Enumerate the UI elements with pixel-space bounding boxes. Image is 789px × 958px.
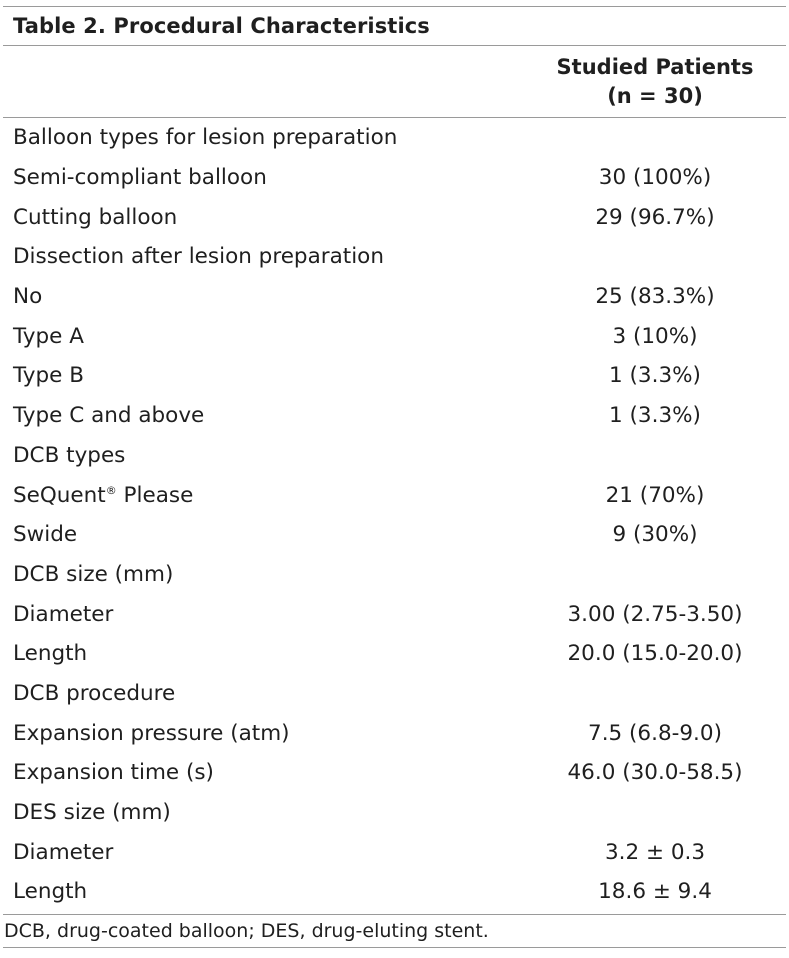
table-row xyxy=(3,316,786,356)
table-row xyxy=(3,832,786,872)
row-value: 3.00 (2.75-3.50) xyxy=(567,601,743,627)
row-label: Swide xyxy=(13,522,78,548)
column-header-line1: Studied Patients xyxy=(556,55,754,79)
row-value: 3 (10%) xyxy=(612,323,698,349)
row-value: 20.0 (15.0-20.0) xyxy=(567,641,743,667)
table-row xyxy=(3,356,786,396)
row-label: Expansion pressure (atm) xyxy=(13,720,290,746)
row-label: Semi-compliant balloon xyxy=(13,165,267,191)
row-value: 25 (83.3%) xyxy=(595,284,715,310)
row-label: No xyxy=(13,284,43,310)
header-label-cell xyxy=(3,46,524,117)
row-value: 46.0 (30.0-58.5) xyxy=(567,760,743,786)
table-row xyxy=(3,396,786,436)
row-value: 21 (70%) xyxy=(605,482,705,508)
table-row xyxy=(3,158,786,198)
table-row xyxy=(3,515,786,555)
table-row xyxy=(3,674,786,714)
table-row xyxy=(3,793,786,833)
row-value: 29 (96.7%) xyxy=(595,204,715,230)
table-header xyxy=(3,46,786,118)
table-row xyxy=(3,713,786,753)
row-label: Expansion time (s) xyxy=(13,760,214,786)
row-label: SeQuent® Please xyxy=(13,482,194,508)
row-label: Length xyxy=(13,879,88,905)
row-value: 7.5 (6.8-9.0) xyxy=(588,720,722,746)
table-row xyxy=(3,197,786,237)
table-row xyxy=(3,475,786,515)
row-label: Length xyxy=(13,641,88,667)
table-row xyxy=(3,872,786,912)
table-row xyxy=(3,277,786,317)
row-value: 1 (3.3%) xyxy=(609,403,701,429)
row-value: 3.2 ± 0.3 xyxy=(604,839,706,865)
row-label: DCB types xyxy=(13,442,126,468)
row-label: Diameter xyxy=(13,839,114,865)
row-value: 30 (100%) xyxy=(598,165,712,191)
row-value: 9 (30%) xyxy=(612,522,698,548)
row-value: 1 (3.3%) xyxy=(609,363,701,389)
row-label: Type B xyxy=(13,363,84,389)
table-row xyxy=(3,237,786,277)
row-label: DES size (mm) xyxy=(13,800,171,826)
row-label: DCB size (mm) xyxy=(13,561,174,587)
column-header-line2: (n = 30) xyxy=(607,84,703,108)
row-label: Cutting balloon xyxy=(13,204,178,230)
row-label: Balloon types for lesion preparation xyxy=(13,125,398,151)
table-row xyxy=(3,436,786,476)
table-row xyxy=(3,753,786,793)
row-value: 18.6 ± 9.4 xyxy=(598,879,712,905)
table-row xyxy=(3,555,786,595)
row-label: Diameter xyxy=(13,601,114,627)
table-row xyxy=(3,118,786,158)
row-label: Dissection after lesion preparation xyxy=(13,244,384,270)
column-header-studied-patients xyxy=(524,46,786,117)
table-row xyxy=(3,594,786,634)
table-footnote: DCB, drug-coated balloon; DES, drug-eluting stent. xyxy=(3,914,786,948)
table-title: Table 2. Procedural Characteristics xyxy=(3,6,786,46)
procedural-characteristics-table xyxy=(3,6,786,948)
table-row xyxy=(3,634,786,674)
row-label: Type A xyxy=(13,323,84,349)
table-body xyxy=(3,118,786,912)
row-label: Type C and above xyxy=(13,403,205,429)
row-label: DCB procedure xyxy=(13,680,176,706)
